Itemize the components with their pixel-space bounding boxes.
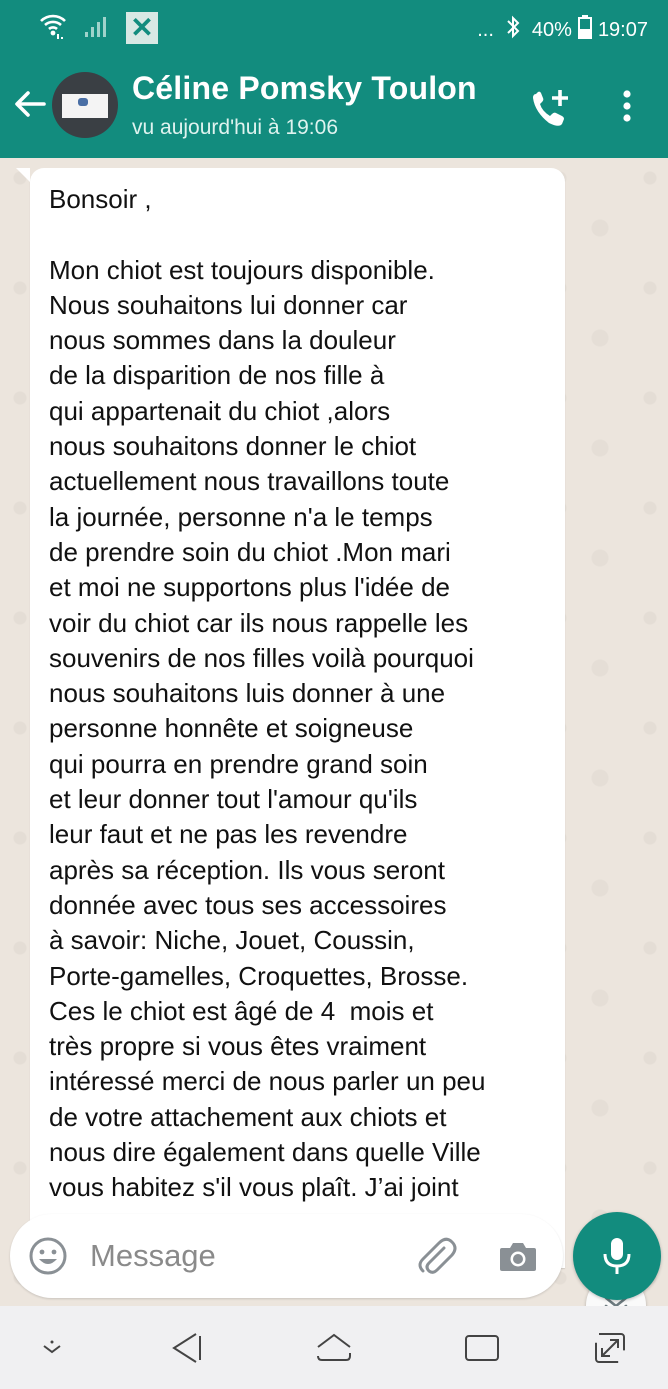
contact-name[interactable]: Céline Pomsky Toulon <box>132 70 477 106</box>
voice-record-button[interactable] <box>573 1212 661 1300</box>
message-line: de la disparition de nos fille à <box>49 360 385 391</box>
message-line: nous souhaitons luis donner à une <box>49 678 446 709</box>
avatar-detail <box>78 98 88 106</box>
message-line: à savoir: Niche, Jouet, Coussin, <box>49 925 415 956</box>
wifi-icon <box>38 10 68 45</box>
message-line: Mon chiot est toujours disponible. <box>49 254 435 285</box>
message-line: voir du chiot car ils nous rappelle les <box>49 607 469 638</box>
notification-x-icon: ✕ <box>126 12 158 44</box>
chat-area[interactable] <box>0 158 668 1306</box>
message-line: nous souhaitons donner le chiot <box>49 431 417 462</box>
message-line: Porte-gamelles, Croquettes, Brosse. <box>49 960 469 991</box>
message-text <box>49 182 554 1206</box>
message-line: leur faut et ne pas les revendre <box>49 819 408 850</box>
message-line: vous habitez s'il vous plaît. J’ai joint <box>49 1172 459 1203</box>
nav-hide-icon[interactable] <box>32 1328 72 1368</box>
message-line: qui appartenait du chiot ,alors <box>49 395 391 426</box>
message-line: Nous souhaitons lui donner car <box>49 289 408 320</box>
message-line: de prendre soin du chiot .Mon mari <box>49 536 451 567</box>
message-line: Ces le chiot est âgé de 4 mois et <box>49 995 434 1026</box>
message-line: donnée avec tous ses accessoires <box>49 889 447 920</box>
message-line: de votre attachement aux chiots et <box>49 1101 447 1132</box>
emoji-icon[interactable] <box>28 1236 68 1276</box>
bluetooth-icon <box>500 14 526 46</box>
message-line: la journée, personne n'a le temps <box>49 501 433 532</box>
signal-icon <box>82 10 112 45</box>
status-time: 19:07 <box>597 18 648 41</box>
message-line: après sa réception. Ils vous seront <box>49 854 445 885</box>
status-bar <box>0 0 668 56</box>
add-call-icon[interactable] <box>528 86 572 130</box>
nav-back-icon[interactable] <box>168 1328 208 1368</box>
nav-recents-icon[interactable] <box>462 1328 502 1368</box>
last-seen: vu aujourd'hui à 19:06 <box>132 116 339 139</box>
camera-icon[interactable] <box>498 1236 538 1276</box>
nav-expand-icon[interactable] <box>590 1328 630 1368</box>
message-line: nous sommes dans la douleur <box>49 325 396 356</box>
battery-icon <box>578 15 592 45</box>
message-line: intéressé merci de nous parler un peu <box>49 1066 486 1097</box>
status-right <box>477 14 648 46</box>
message-line: qui pourra en prendre grand soin <box>49 748 428 779</box>
status-dots: ... <box>477 18 494 41</box>
message-composer[interactable] <box>10 1214 563 1298</box>
status-left <box>38 10 158 45</box>
message-line: et moi ne supportons plus l'idée de <box>49 572 450 603</box>
avatar[interactable] <box>52 72 118 138</box>
battery-percent: 40% <box>531 18 572 41</box>
chat-header <box>0 64 668 152</box>
more-vert-icon[interactable] <box>612 86 642 130</box>
mic-icon <box>599 1236 635 1276</box>
message-input[interactable]: Message <box>90 1238 216 1273</box>
message-line: nous dire également dans quelle Ville <box>49 1137 481 1168</box>
message-bubble[interactable] <box>30 168 565 1268</box>
message-line: actuellement nous travaillons toute <box>49 466 450 497</box>
message-line: personne honnête et soigneuse <box>49 713 414 744</box>
message-line: souvenirs de nos filles voilà pourquoi <box>49 642 474 673</box>
app-header <box>0 0 668 158</box>
message-line: très propre si vous êtes vraiment <box>49 1031 427 1062</box>
back-arrow-icon[interactable] <box>10 84 50 124</box>
message-line <box>49 217 554 252</box>
attach-icon[interactable] <box>414 1234 458 1278</box>
message-line: Bonsoir , <box>49 184 152 214</box>
nav-home-icon[interactable] <box>314 1328 354 1368</box>
message-line: et leur donner tout l'amour qu'ils <box>49 784 418 815</box>
system-nav-bar <box>0 1306 668 1389</box>
